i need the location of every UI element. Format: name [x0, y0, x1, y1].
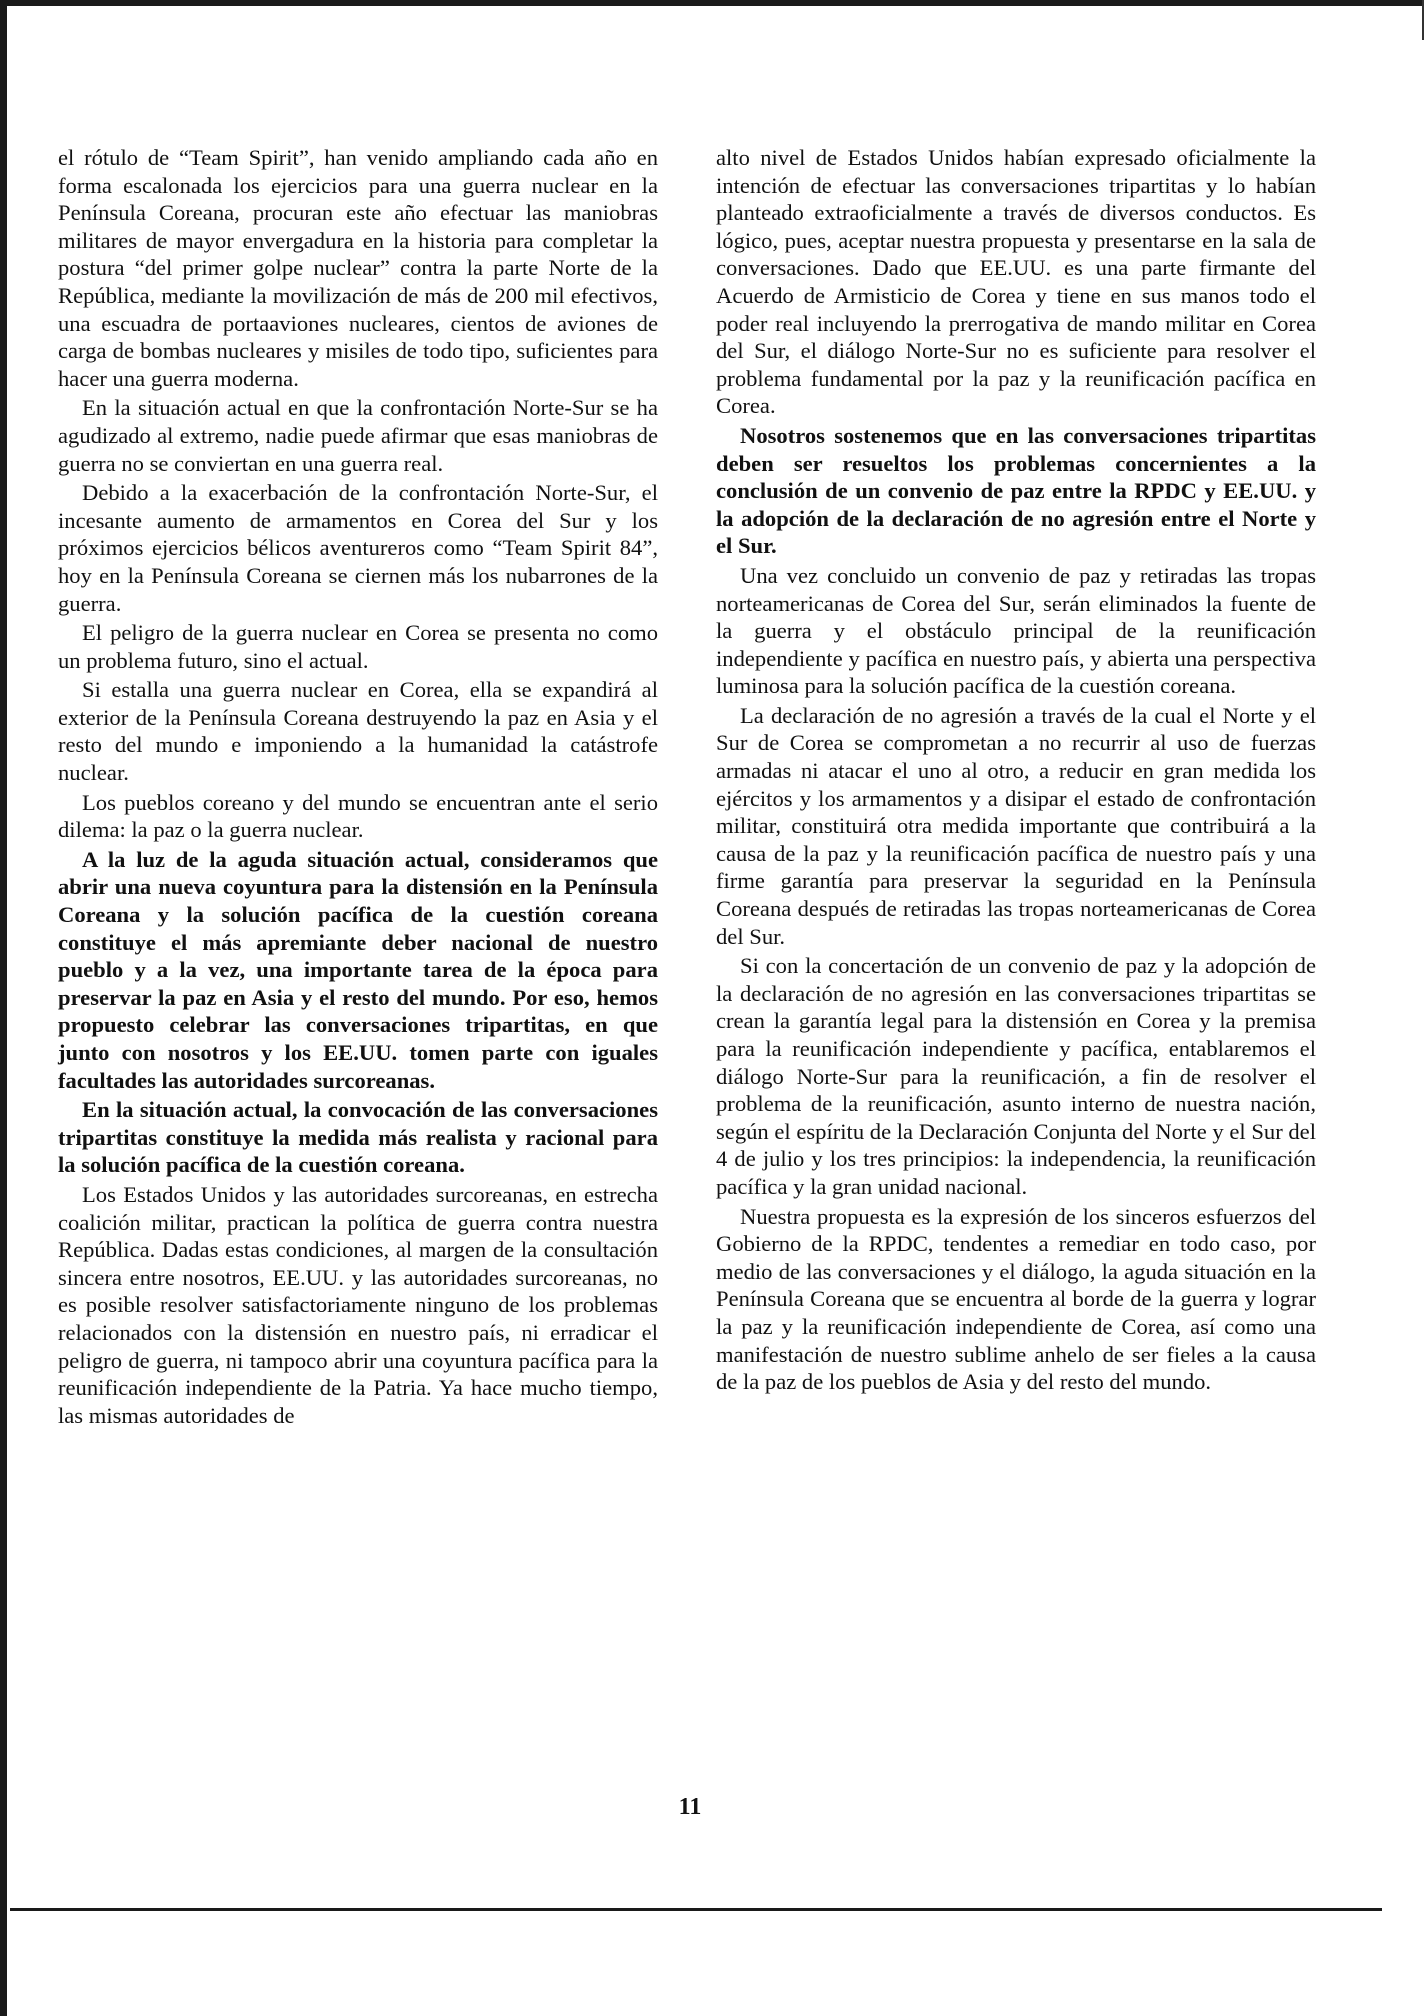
- page-number: 11: [678, 1794, 702, 1820]
- paragraph: Los pueblos coreano y del mundo se encuentran ante el serio dilema: la paz o la guerra nuclear.: [58, 789, 658, 843]
- scan-border-bottom-line: [10, 1908, 1382, 1911]
- paragraph: Si estalla una guerra nuclear en Corea, ella se expandirá al exterior de la Península Coreana destruyendo la paz en Asia y el resto del mundo e imponiendo a la humanidad la catástrofe nuclear.: [58, 677, 658, 786]
- scan-border-top: [0, 0, 1424, 6]
- paragraph: el rótulo de “Team Spirit”, han venido ampliando cada año en forma escalonada los ejercicios para una guerra nuclear en la Península Coreana, procuran este año efectuar las maniobras militares de mayor envergadura en la historia para completar la postura “del primer golpe nuclear” contra la parte Norte de la República, mediante la movilización de más de 200 mil efectivos, una escuadra de portaaviones nucleares, cientos de aviones de carga de bombas nucleares y misiles de todo tipo, suficientes para hacer una guerra moderna.: [58, 145, 658, 391]
- paragraph: Debido a la exacerbación de la confrontación Norte-Sur, el incesante aumento de armamentos en Corea del Sur y los próximos ejercicios bélicos aventureros como “Team Spirit 84”, hoy en la Península Coreana se ciernen más los nubarrones de la guerra.: [58, 480, 658, 616]
- paragraph: El peligro de la guerra nuclear en Corea se presenta no como un problema futuro, sino el actual.: [58, 620, 658, 673]
- paragraph: Los Estados Unidos y las autoridades surcoreanas, en estrecha coalición militar, practican la política de guerra contra nuestra República. Dadas estas condiciones, al margen de la consultación sincera entre nosotros, EE.UU. y las autoridades surcoreanas, no es posible resolver satisfactoriamente ninguno de los problemas relacionados con la distensión en nuestro país, ni erradicar el peligro de guerra, ni tampoco abrir una coyuntura pacífica para la reunificación independiente de la Patria. Ya hace mucho tiempo, las mismas autoridades de: [58, 1181, 658, 1428]
- right-text-column: [716, 144, 1316, 1398]
- paragraph: Una vez concluido un convenio de paz y retiradas las tropas norteamericanas de Corea del Sur, serán eliminados la fuente de la guerra y el obstáculo principal de la reunificación independiente y pacífica en nuestro país, y abierta una perspectiva luminosa para la solución pacífica de la cuestión coreana.: [716, 562, 1316, 699]
- paragraph: alto nivel de Estados Unidos habían expresado oficialmente la intención de efectuar las conversaciones tripartitas y lo habían planteado extraoficialmente a través de diversos conductos. Es lógico, pues, aceptar nuestra propuesta y presentarse en la sala de conversaciones. Dado que EE.UU. es una parte firmante del Acuerdo de Armisticio de Corea y tiene en sus manos todo el poder real incluyendo la prerrogativa de mando militar en Corea del Sur, el diálogo Norte-Sur no es suficiente para resolver el problema fundamental por la paz y la reunificación pacífica en Corea.: [716, 145, 1316, 419]
- paragraph: La declaración de no agresión a través de la cual el Norte y el Sur de Corea se comprometan a no recurrir al uso de fuerzas armadas ni atacar el uno al otro, a reducir en gran medida los ejércitos y los armamentos y a disipar el estado de confrontación militar, constituirá otra medida importante que contribuirá a la causa de la paz y la reunificación pacífica de nuestro país y una firme garantía para preservar la seguridad en la Península Coreana después de retiradas las tropas norteamericanas de Corea del Sur.: [716, 702, 1316, 949]
- bold-paragraph: En la situación actual, la convocación de las conversaciones tripartitas constituye la medida más realista y racional para la solución pacífica de la cuestión coreana.: [58, 1097, 658, 1178]
- left-text-column: [58, 144, 658, 1431]
- paragraph: Si con la concertación de un convenio de paz y la adopción de la declaración de no agresión en las conversaciones tripartitas se crean la garantía legal para la distensión en Corea y la premisa para la reunificación independiente y pacífica, entablaremos el diálogo Norte-Sur para la reunificación, a fin de resolver el problema de la reunificación, asunto interno de nuestra nación, según el espíritu de la Declaración Conjunta del Norte y el Sur del 4 de julio y los tres principios: la independencia, la reunificación pacífica y la gran unidad nacional.: [716, 953, 1316, 1199]
- paragraph: En la situación actual en que la confrontación Norte-Sur se ha agudizado al extremo, nadie puede afirmar que esas maniobras de guerra no se conviertan en una guerra real.: [58, 395, 658, 476]
- scan-border-left: [0, 0, 7, 2016]
- bold-paragraph: A la luz de la aguda situación actual, consideramos que abrir una nueva coyuntura para la distensión en la Península Coreana y la solución pacífica de la cuestión coreana constituye el más apremiante deber nacional de nuestro pueblo y a la vez, una importante tarea de la época para preservar la paz en Asia y el resto del mundo. Por eso, hemos propuesto celebrar las conversaciones tripartitas, en que junto con nosotros y los EE.UU. tomen parte con iguales facultades las autoridades surcoreanas.: [58, 846, 658, 1093]
- bold-paragraph: Nosotros sostenemos que en las conversaciones tripartitas deben ser resueltos los problemas concernientes a la conclusión de un convenio de paz entre la RPDC y EE.UU. y la adopción de la declaración de no agresión entre el Norte y el Sur.: [716, 422, 1316, 559]
- paragraph: Nuestra propuesta es la expresión de los sinceros esfuerzos del Gobierno de la RPDC, tendentes a remediar en todo caso, por medio de las conversaciones y el diálogo, la aguda situación en la Península Coreana que se encuentra al borde de la guerra y lograr la paz y la reunificación independiente de Corea, así como una manifestación de nuestro sublime anhelo de ser fieles a la causa de la paz de los pueblos de Asia y del resto del mundo.: [716, 1203, 1316, 1395]
